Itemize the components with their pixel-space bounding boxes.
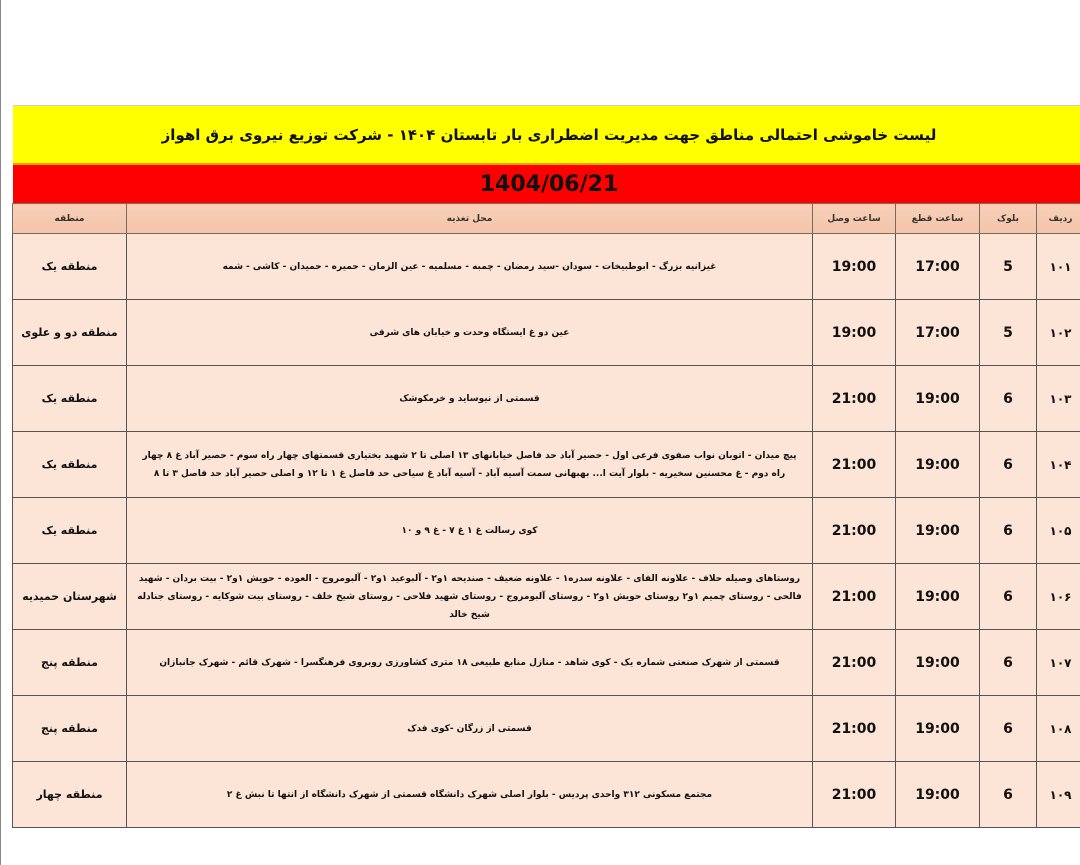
sheet-title: لیست خاموشی احتمالی مناطق جهت مدیریت اضطراری بار تابستان ۱۴۰۴ - شرکت توزیع نیروی برق اهواز — [13, 105, 1080, 163]
cell-block: 6 — [980, 630, 1037, 696]
cell-region: منطقه یک — [13, 432, 127, 498]
cell-row: ۱۰۴ — [1037, 432, 1080, 498]
table-row — [13, 762, 1080, 828]
cell-feed: کوی رسالت غ ۱ غ ۷ - غ ۹ و ۱۰ — [127, 498, 813, 564]
header-region: منطقه — [13, 204, 127, 234]
cell-cut: 17:00 — [896, 300, 980, 366]
table-row — [13, 300, 1080, 366]
cell-feed: پیچ میدان - اتوبان نواب صفوی فرعی اول - حصیر آباد حد فاصل خیابانهای ۱۳ اصلی تا ۲ شهید بختیاری قسمتهای چهار راه سوم - حصیر آباد غ ۸ چهار راه دوم - غ محسنین سخیریه - بلوار آیت ا... بهبهانی سمت آسیه آباد - آسیه آباد غ سیاحی حد فاصل غ ۱ تا ۱۲ و اصلی حصیر آباد حد فاصل ۳ تا ۸ — [127, 432, 813, 498]
sheet-date: 1404/06/21 — [13, 163, 1080, 203]
cell-block: 5 — [980, 300, 1037, 366]
cell-block: 6 — [980, 498, 1037, 564]
cell-row: ۱۰۶ — [1037, 564, 1080, 630]
cell-cut: 19:00 — [896, 498, 980, 564]
table-row — [13, 432, 1080, 498]
cell-region: منطقه دو و علوی — [13, 300, 127, 366]
cell-feed: غیزانیه بزرگ - ابوطبیخات - سودان -سید رمضان - چمبه - مسلمیه - عین الزمان - حمیره - حمیدان - کاشی - شمه — [127, 234, 813, 300]
cell-connect: 21:00 — [813, 762, 896, 828]
cell-connect: 21:00 — [813, 696, 896, 762]
cell-block: 6 — [980, 366, 1037, 432]
cell-row: ۱۰۷ — [1037, 630, 1080, 696]
header-block: بلوک — [980, 204, 1037, 234]
cell-region: شهرستان حمیدیه — [13, 564, 127, 630]
cell-region: منطقه یک — [13, 234, 127, 300]
cell-region: منطقه یک — [13, 366, 127, 432]
cell-region: منطقه چهار — [13, 762, 127, 828]
cell-row: ۱۰۳ — [1037, 366, 1080, 432]
cell-row: ۱۰۸ — [1037, 696, 1080, 762]
cell-feed: قسمتی از نیوساید و خرمکوشک — [127, 366, 813, 432]
cell-block: 6 — [980, 432, 1037, 498]
cell-feed: قسمتی از زرگان -کوی فدک — [127, 696, 813, 762]
table-header — [13, 204, 1080, 234]
cell-feed: عین دو غ ایستگاه وحدت و خیابان های شرقی — [127, 300, 813, 366]
table-row — [13, 696, 1080, 762]
cell-cut: 19:00 — [896, 696, 980, 762]
cell-block: 6 — [980, 564, 1037, 630]
cell-connect: 21:00 — [813, 564, 896, 630]
table-row — [13, 498, 1080, 564]
cell-connect: 21:00 — [813, 498, 896, 564]
cell-connect: 21:00 — [813, 366, 896, 432]
table-row — [13, 630, 1080, 696]
cell-region: منطقه یک — [13, 498, 127, 564]
cell-cut: 19:00 — [896, 432, 980, 498]
cell-row: ۱۰۱ — [1037, 234, 1080, 300]
cell-cut: 19:00 — [896, 366, 980, 432]
cell-cut: 19:00 — [896, 762, 980, 828]
cell-region: منطقه پنج — [13, 630, 127, 696]
cell-block: 5 — [980, 234, 1037, 300]
outage-table — [12, 203, 1080, 828]
cell-connect: 21:00 — [813, 630, 896, 696]
header-cut: ساعت قطع — [896, 204, 980, 234]
cell-cut: 19:00 — [896, 630, 980, 696]
header-feed: محل تغذیه — [127, 204, 813, 234]
cell-block: 6 — [980, 696, 1037, 762]
cell-region: منطقه پنج — [13, 696, 127, 762]
table-row — [13, 564, 1080, 630]
cell-cut: 17:00 — [896, 234, 980, 300]
outage-sheet — [13, 105, 1080, 828]
cell-connect: 19:00 — [813, 300, 896, 366]
cell-connect: 21:00 — [813, 432, 896, 498]
header-row: ردیف — [1037, 204, 1080, 234]
cell-connect: 19:00 — [813, 234, 896, 300]
table-row — [13, 234, 1080, 300]
cell-row: ۱۰۹ — [1037, 762, 1080, 828]
cell-feed: قسمتی از شهرک صنعتی شماره یک - کوی شاهد - منازل منابع طبیعی ۱۸ متری کشاورزی روبروی فرهنگسرا - شهرک قائم - شهرک جانبازان — [127, 630, 813, 696]
cell-row: ۱۰۵ — [1037, 498, 1080, 564]
header-connect: ساعت وصل — [813, 204, 896, 234]
table-row — [13, 366, 1080, 432]
cell-feed: روستاهای وصیله حلاف - علاونه الفای - علاونه سدره۱ - علاونه ضعیف - صندیحه ۱و۲ - آلبوعید ۱و۲ - آلبومروج - العوده - حویش ۱و۲ - بیت بردان - شهید فالحی - روستای چمیم ۱و۲ روستای حویش ۱و۲ - روستای آلبومروج - روستای شهید فلاحی - روستای شیخ خلف - روستای بیت شوکایه - روستای جنادله شیخ خالد — [127, 564, 813, 630]
cell-cut: 19:00 — [896, 564, 980, 630]
cell-row: ۱۰۲ — [1037, 300, 1080, 366]
cell-block: 6 — [980, 762, 1037, 828]
cell-feed: مجتمع مسکونی ۳۱۲ واحدی پردیس - بلوار اصلی شهرک دانشگاه قسمتی از شهرک دانشگاه از انتها تا نبش غ ۲ — [127, 762, 813, 828]
